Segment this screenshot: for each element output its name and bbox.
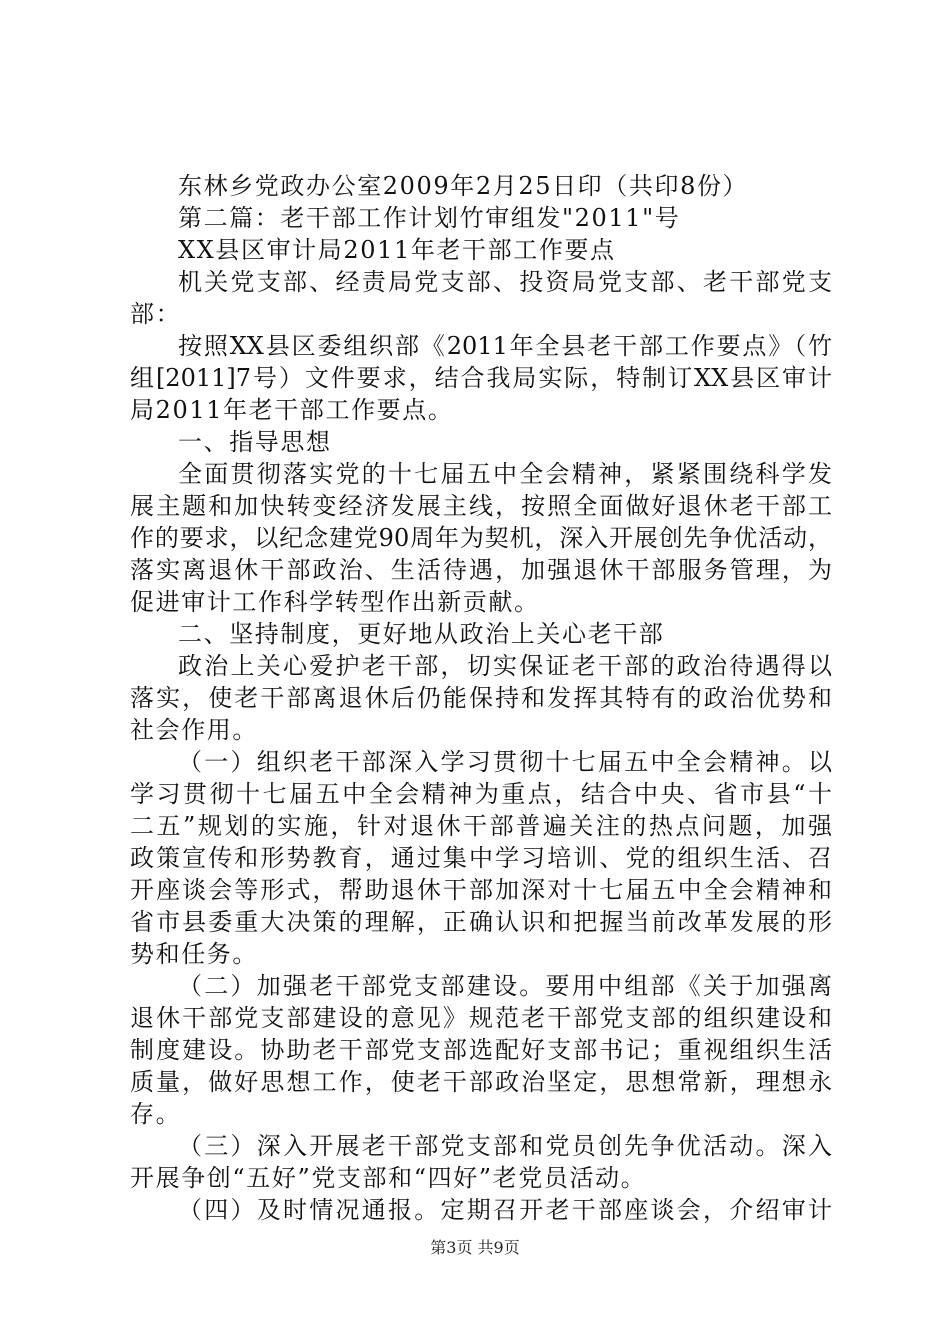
text-line: 促进审计工作科学转型作出新贡献。 bbox=[130, 588, 540, 616]
text-line: 第二篇：老干部工作计划竹审组发"2011"号 bbox=[178, 204, 681, 232]
text-line: 落实离退休干部政治、生活待遇，加强退休干部服务管理，为 bbox=[130, 556, 832, 584]
text-line: 东林乡党政办公室2009年2月25日印（共印8份） bbox=[178, 172, 749, 200]
text-line: （四）及时情况通报。定期召开老干部座谈会，介绍审计 bbox=[178, 1196, 832, 1224]
text-line: 社会作用。 bbox=[130, 716, 258, 744]
text-line: 质量，做好思想工作，使老干部政治坚定，思想常新，理想永 bbox=[130, 1068, 832, 1096]
text-line: 全面贯彻落实党的十七届五中全会精神，紧紧围绕科学发 bbox=[178, 460, 832, 488]
text-line: 势和任务。 bbox=[130, 940, 258, 968]
text-line: 退休干部党支部建设的意见》规范老干部党支部的组织建设和 bbox=[130, 1004, 832, 1032]
text-line: 机关党支部、经责局党支部、投资局党支部、老干部党支 bbox=[178, 268, 832, 296]
text-line: 展主题和加快转变经济发展主线，按照全面做好退休老干部工 bbox=[130, 492, 832, 520]
text-line: （二）加强老干部党支部建设。要用中组部《关于加强离 bbox=[178, 972, 832, 1000]
text-line: （一）组织老干部深入学习贯彻十七届五中全会精神。以 bbox=[178, 748, 832, 776]
text-line: 制度建设。协助老干部党支部选配好支部书记；重视组织生活 bbox=[130, 1036, 832, 1064]
text-line: 存。 bbox=[130, 1100, 182, 1128]
text-line: 开座谈会等形式，帮助退休干部加深对十七届五中全会精神和 bbox=[130, 876, 832, 904]
text-line: 局2011年老干部工作要点。 bbox=[130, 396, 454, 424]
text-line: 组[2011]7号）文件要求，结合我局实际，特制订XX县区审计 bbox=[130, 364, 832, 392]
document-body bbox=[130, 170, 832, 1226]
text-line: 政策宣传和形势教育，通过集中学习培训、党的组织生活、召 bbox=[130, 844, 832, 872]
text-line: 学习贯彻十七届五中全会精神为重点，结合中央、省市县“十 bbox=[130, 780, 832, 808]
text-line: 二五”规划的实施，针对退休干部普遍关注的热点问题，加强 bbox=[130, 812, 832, 840]
text-line: 政治上关心爱护老干部，切实保证老干部的政治待遇得以 bbox=[178, 652, 832, 680]
text-line: 按照XX县区委组织部《2011年全县老干部工作要点》（竹 bbox=[178, 332, 832, 360]
text-line: 省市县委重大决策的理解，正确认识和把握当前改革发展的形 bbox=[130, 908, 832, 936]
text-line: 开展争创“五好”党支部和“四好”老党员活动。 bbox=[130, 1164, 647, 1192]
text-line: XX县区审计局2011年老干部工作要点 bbox=[178, 236, 616, 264]
text-line: （三）深入开展老干部党支部和党员创先争优活动。深入 bbox=[178, 1132, 832, 1160]
page-footer: 第3页 共9页 bbox=[430, 1238, 520, 1257]
text-line: 部： bbox=[130, 300, 182, 328]
text-line: 落实，使老干部离退休后仍能保持和发挥其特有的政治优势和 bbox=[130, 684, 832, 712]
text-line: 一、指导思想 bbox=[178, 428, 332, 456]
text-line: 作的要求，以纪念建党90周年为契机，深入开展创先争优活动， bbox=[130, 524, 832, 552]
text-line: 二、坚持制度，更好地从政治上关心老干部 bbox=[178, 620, 665, 648]
